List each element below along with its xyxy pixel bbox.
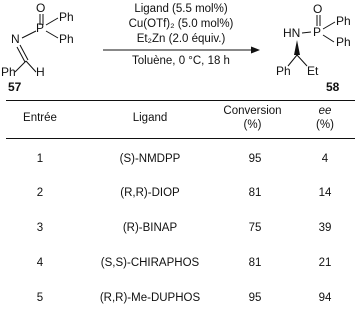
product-phenyl-1: Ph [336,14,351,28]
product-ethyl: Et [307,64,319,78]
condition-ligand: Ligand (5.5 mol%) [134,3,228,15]
product-phenyl-carbon: Ph [276,64,291,78]
conversion-value: 81 [248,187,262,199]
header-ee-label: ee [318,105,332,117]
product-compound-number: 58 [326,80,340,94]
reactant-phenyl-2: Ph [59,32,74,46]
ee-value: 21 [318,257,332,269]
p-n-bond [22,31,36,38]
product-p-n-bond [302,32,311,33]
conversion-value: 95 [248,153,262,165]
ligand-name: (R,R)-DIOP [120,187,180,199]
reactant-hydrogen: H [36,65,45,79]
reactant-compound-number: 57 [8,80,22,94]
product-oxygen: O [313,2,323,16]
ee-value: 14 [318,187,332,199]
cn-bond-1 [20,45,28,60]
reactant-structure [1,1,74,79]
condition-solvent: Toluène, 0 °C, 18 h [132,55,230,67]
table-row [0,257,361,273]
reactant-phenyl-carbon: Ph [1,65,16,79]
ligand-name: (S)-NMDPP [119,153,181,165]
reactant-oxygen: O [36,1,46,15]
header-ee-unit: (%) [316,118,334,131]
product-p-ph1-bond [323,22,335,29]
entry-number: 4 [36,257,44,269]
ee-value: 39 [318,222,332,234]
conversion-value: 81 [248,257,262,269]
ligand-name: (S,S)-CHIRAPHOS [100,257,200,269]
c-ph-bond [15,61,26,72]
table-top-rule [6,100,355,101]
product-c-et-bond [297,55,307,66]
condition-copper: Cu(OTf)₂ (5.0 mol%) [128,18,234,30]
product-phenyl-2: Ph [336,35,351,49]
reaction-scheme [0,0,361,100]
condition-zinc: Et₂Zn (2.0 équiv.) [136,33,226,45]
product-phosphorus: P [313,25,322,39]
table-row [0,187,361,203]
c-h-bond [26,61,36,72]
entry-number: 2 [36,187,44,199]
cn-bond-2 [17,47,25,62]
p-ph1-bond [46,18,58,25]
product-amine: HN [283,26,301,40]
header-ee [295,105,355,133]
reactant-phosphorus: P [36,21,45,35]
product-p-ph2-bond [323,35,334,42]
header-conversion-unit: (%) [243,118,262,131]
table-header-rule [6,138,355,139]
table-row [0,222,361,238]
p-ph2-bond [46,31,58,38]
header-ligand: Ligand [132,112,168,124]
entry-number: 5 [36,292,44,304]
entry-number: 1 [36,153,44,165]
product-structure [276,2,351,78]
ligand-name: (R)-BINAP [122,222,178,234]
ee-value: 94 [318,292,332,304]
ee-value: 4 [321,153,329,165]
header-conversion [205,105,300,133]
conversion-value: 95 [248,292,262,304]
ligand-name: (R,R)-Me-DUPHOS [99,292,201,304]
conversion-value: 75 [248,222,262,234]
reactant-nitrogen: N [11,32,20,46]
reaction-arrow-head [251,47,260,54]
header-entree: Entrée [23,112,57,124]
table-row [0,292,361,308]
table-row [0,153,361,169]
product-wedge-bond [294,40,300,55]
header-conversion-label: Conversion [223,105,282,117]
reactant-phenyl-1: Ph [59,10,74,24]
entry-number: 3 [36,222,44,234]
